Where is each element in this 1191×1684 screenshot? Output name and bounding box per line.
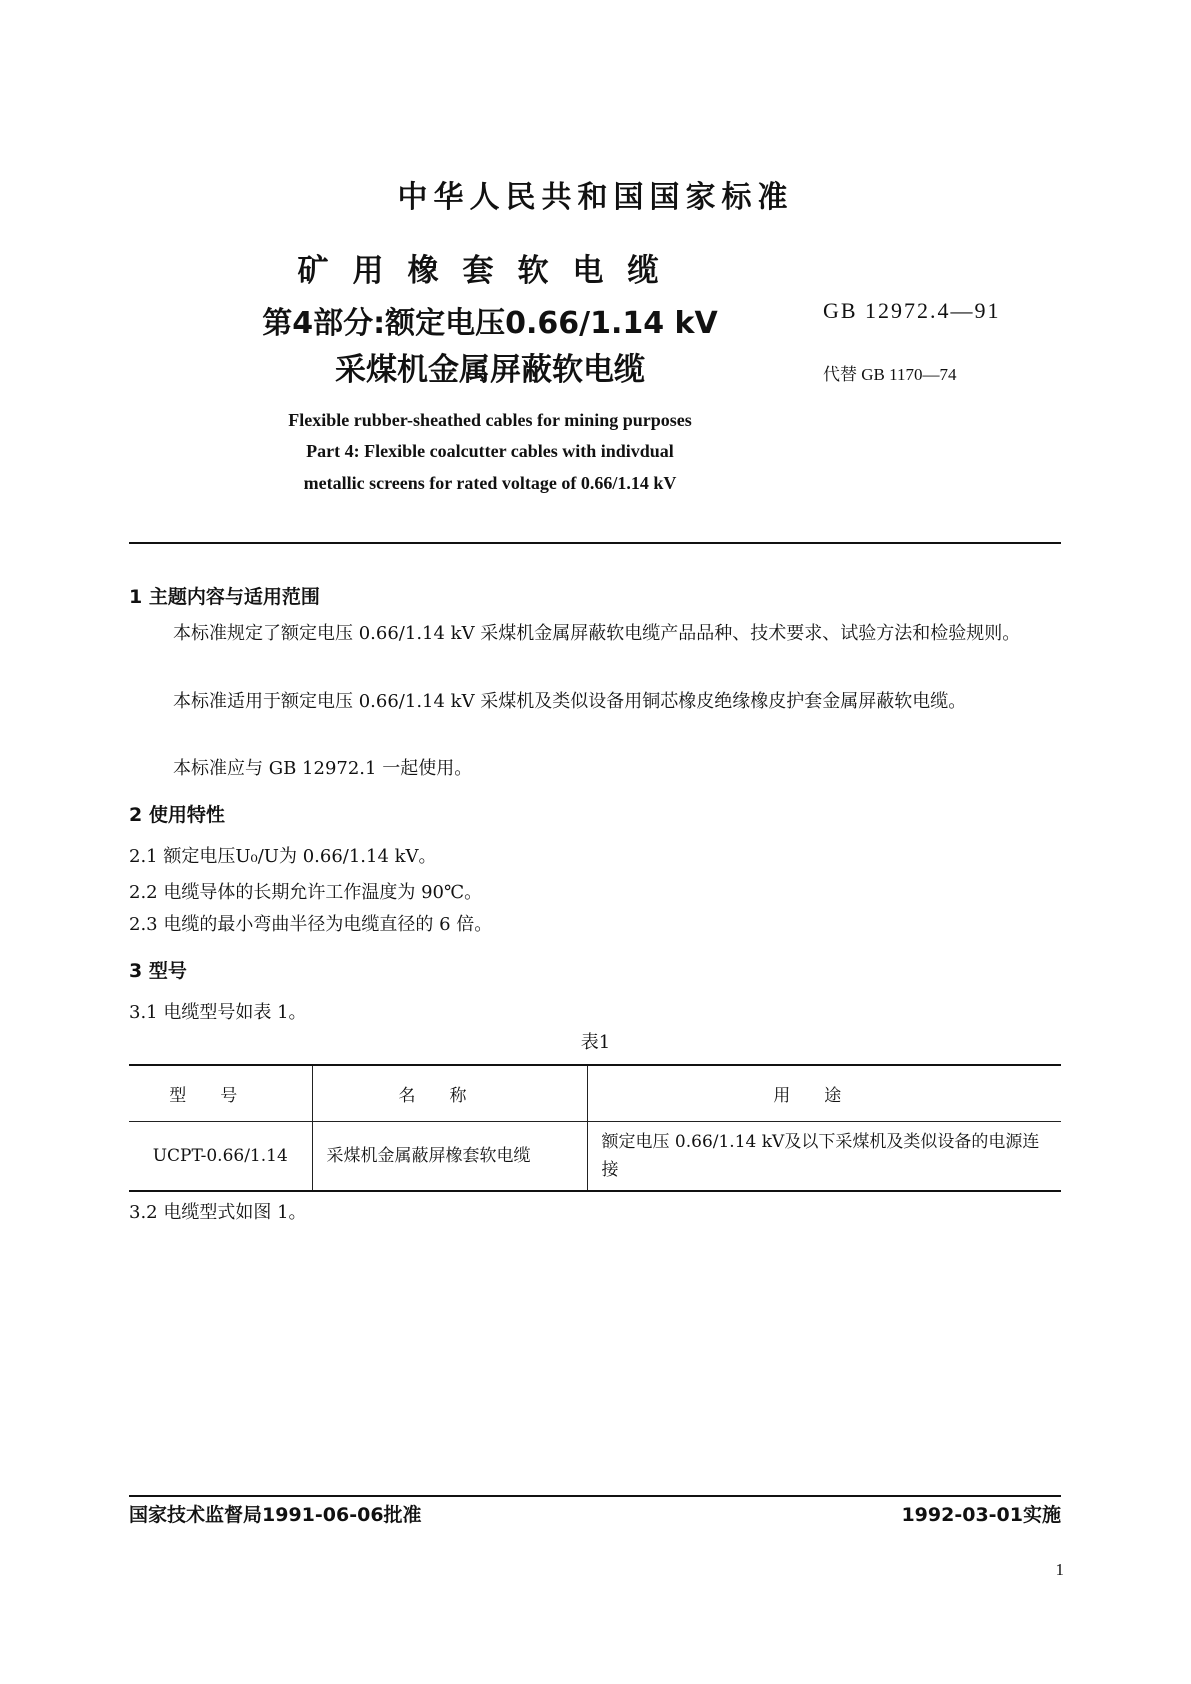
implementation-date: 1992-03-01实施 (901, 1504, 1061, 1526)
section-3-item-1: 3.1 电缆型号如表 1。 (129, 1002, 307, 1023)
table-header-row (129, 1065, 1061, 1121)
footer-divider (129, 1495, 1061, 1497)
section-1-paragraph-1: 本标准规定了额定电压 0.66/1.14 kV 采煤机金属屏蔽软电缆产品品种、技术要求、试验方法和检验规则。 (173, 623, 1021, 644)
replaces-standard: 代替 GB 1170—74 (823, 365, 957, 384)
section-2-heading: 2 使用特性 (129, 804, 225, 826)
section-2-item-3: 2.3 电缆的最小弯曲半径为电缆直径的 6 倍。 (129, 914, 493, 935)
section-1-paragraph-3: 本标准应与 GB 12972.1 一起使用。 (173, 758, 473, 779)
approval-date: 国家技术监督局1991-06-06批准 (129, 1504, 422, 1526)
section-3-heading: 3 型号 (129, 960, 187, 982)
cable-model-table (129, 1064, 1061, 1192)
section-1-paragraph-2: 本标准适用于额定电压 0.66/1.14 kV 采煤机及类似设备用铜芯橡皮绝缘橡皮护套金属屏蔽软电缆。 (173, 691, 967, 712)
section-3-item-2: 3.2 电缆型式如图 1。 (129, 1202, 307, 1223)
title-en-line-2: Part 4: Flexible coalcutter cables with indivdual (306, 441, 674, 461)
table-caption: 表1 (580, 1032, 611, 1053)
table-cell-name: 采煤机金属蔽屏橡套软电缆 (312, 1121, 587, 1191)
table-header-usage: 用途 (587, 1065, 1061, 1121)
national-standard-title: 中华人民共和国国家标准 (397, 180, 794, 215)
title-cn-line-1: 矿用橡套软电缆 (297, 253, 683, 289)
table-header-model: 型号 (169, 1085, 272, 1106)
section-2-item-1: 2.1 额定电压U₀/U为 0.66/1.14 kV。 (129, 846, 437, 867)
table-cell-usage: 额定电压 0.66/1.14 kV及以下采煤机及类似设备的电源连接 (587, 1121, 1061, 1191)
title-cn-line-2: 第4部分:额定电压0.66/1.14 kV (262, 306, 718, 341)
title-cn-line-3: 采煤机金属屏蔽软电缆 (335, 352, 645, 388)
table-header-name: 名称 (312, 1065, 587, 1121)
title-en-line-3: metallic screens for rated voltage of 0.66/1.14 kV (303, 473, 677, 493)
table-row (129, 1121, 1061, 1191)
page-number: 1 (1055, 1560, 1064, 1579)
table-cell-model: UCPT-0.66/1.14 (152, 1145, 288, 1166)
section-2-item-2: 2.2 电缆导体的长期允许工作温度为 90℃。 (129, 882, 483, 903)
section-1-heading: 1 主题内容与适用范围 (129, 586, 320, 608)
standard-code: GB 12972.4—91 (823, 298, 1001, 323)
header-divider (129, 542, 1061, 544)
title-en-line-1: Flexible rubber-sheathed cables for mining purposes (288, 410, 692, 430)
